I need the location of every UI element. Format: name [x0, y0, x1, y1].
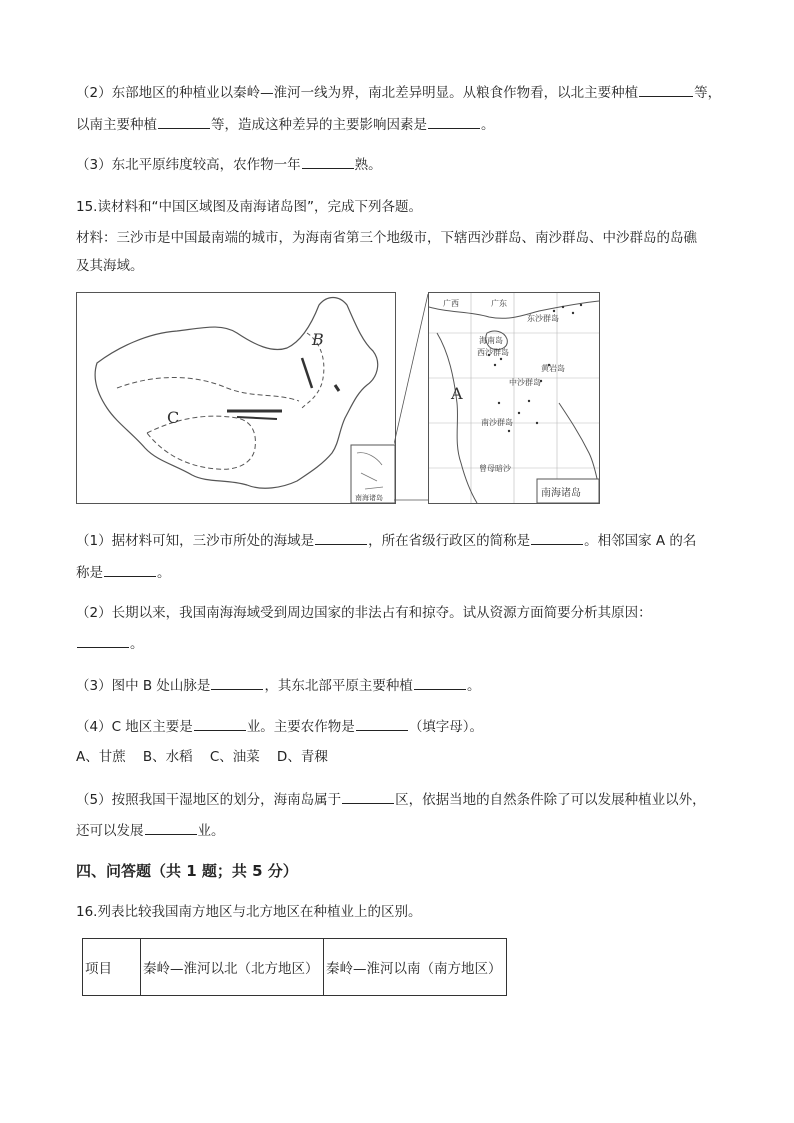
q15-sub5-text-d: 业。	[197, 823, 225, 839]
q15-material-line1: 材料：三沙市是中国最南端的城市，为海南省第三个地级市，下辖西沙群岛、南沙群岛、中沙群岛的岛礁	[76, 230, 697, 246]
answer-blank[interactable]	[194, 716, 246, 731]
label-hainan: 海南岛	[479, 336, 503, 345]
south-china-sea-map	[428, 292, 600, 504]
label-inset-title: 南海诸岛	[541, 488, 581, 499]
q16-title: 16.列表比较我国南方地区与北方地区在种植业上的区别。	[76, 904, 422, 920]
q14-part3-line	[76, 154, 382, 175]
china-region-map	[76, 292, 396, 504]
answer-blank[interactable]	[342, 789, 394, 804]
q15-sub1-text-b: ，所在省级行政区的简称是	[368, 533, 531, 549]
q15-sub2-line2	[76, 633, 144, 654]
q14-part2-text-b: 等，	[694, 85, 722, 101]
q15-sub3-line	[76, 675, 480, 696]
q14-part2-text-a: （2）东部地区的种植业以秦岭—淮河一线为界，南北差异明显。从粮食作物看，以北主要种植	[76, 85, 639, 101]
q15-sub1-text-e: 。	[157, 565, 171, 581]
q15-sub1-line2	[76, 562, 171, 583]
q15-sub1-text-c: 。相邻国家 A 的名	[584, 533, 697, 549]
q15-sub4-text-a: （4）C 地区主要是	[76, 719, 193, 735]
q15-sub5-line2	[76, 820, 225, 841]
q15-sub5-text-a: （5）按照我国干湿地区的划分，海南岛属于	[76, 792, 342, 808]
q15-material-line2: 及其海域。	[76, 258, 144, 274]
q14-part3-text-a: （3）东北平原纬度较高，农作物一年	[76, 157, 301, 173]
south-sea-graphic	[429, 293, 599, 503]
answer-blank[interactable]	[414, 675, 466, 690]
q15-sub4-text-c: （填字母）。	[408, 719, 484, 735]
label-zhongsha: 中沙群岛	[509, 378, 541, 387]
answer-blank[interactable]	[428, 114, 480, 129]
q14-part2-line2	[76, 114, 495, 135]
answer-blank[interactable]	[145, 820, 197, 835]
section-heading: 四、问答题（共 1 题；共 5 分）	[76, 862, 298, 880]
answer-blank[interactable]	[639, 82, 693, 97]
q14-part2-text-c: 以南主要种植	[76, 117, 157, 133]
answer-blank[interactable]	[77, 633, 129, 648]
label-huangyan: 黄岩岛	[541, 364, 565, 373]
china-outline-graphic	[77, 293, 395, 503]
answer-blank[interactable]	[211, 675, 263, 690]
answer-blank[interactable]	[356, 716, 408, 731]
q15-sub3-text-b: ，其东北部平原主要种植	[264, 678, 413, 694]
q15-sub3-text-c: 。	[466, 678, 481, 694]
q15-sub4-line	[76, 716, 483, 737]
q15-sub1-line1	[76, 530, 696, 551]
label-xisha: 西沙群岛	[477, 348, 509, 357]
q14-part2-text-e: 。	[481, 117, 495, 133]
q15-sub4-text-b: 业。主要农作物是	[246, 719, 355, 735]
comparison-table	[82, 938, 507, 996]
q15-sub5-line1	[76, 789, 706, 810]
q14-part2-text-d: 等，造成这种差异的主要影响因素是	[211, 117, 427, 133]
table-header-cell: 秦岭—淮河以北（北方地区）	[141, 939, 324, 996]
label-dongsha: 东沙群岛	[527, 314, 559, 323]
label-guangdong: 广东	[491, 299, 507, 308]
inset-connector	[394, 292, 430, 502]
answer-blank[interactable]	[302, 154, 354, 169]
q15-sub5-text-b: 区，依据当地的自然条件除了可以发展种植业以外，	[395, 792, 706, 808]
map-inset-label: 南海诸岛	[355, 494, 383, 502]
table-row	[83, 939, 507, 996]
map-label-c: C	[167, 408, 180, 427]
q15-sub2-line1: （2）长期以来，我国南海海域受到周边国家的非法占有和掠夺。试从资源方面简要分析其原因：	[76, 605, 652, 621]
q15-sub1-text-a: （1）据材料可知，三沙市所处的海域是	[76, 533, 315, 549]
answer-blank[interactable]	[104, 562, 156, 577]
answer-blank[interactable]	[315, 530, 367, 545]
label-guangxi: 广西	[443, 299, 459, 308]
q15-sub2-text-b: 。	[130, 636, 144, 652]
label-zengmu: 曾母暗沙	[479, 464, 511, 473]
q15-sub5-text-c: 还可以发展	[76, 823, 144, 839]
q15-title: 15.读材料和“中国区域图及南海诸岛图”，完成下列各题。	[76, 199, 422, 215]
table-header-cell: 秦岭—淮河以南（南方地区）	[324, 939, 507, 996]
answer-blank[interactable]	[158, 114, 210, 129]
q15-sub3-text-a: （3）图中 B 处山脉是	[76, 678, 211, 694]
table-header-cell: 项目	[83, 939, 141, 996]
answer-blank[interactable]	[531, 530, 583, 545]
map-label-b: B	[312, 330, 324, 349]
q15-sub4-options: A、甘蔗 B、水稻 C、油菜 D、青稞	[76, 749, 328, 765]
q15-sub1-text-d: 称是	[76, 565, 103, 581]
q14-part2-line1	[76, 82, 721, 103]
label-a: A	[451, 384, 463, 403]
label-nansha: 南沙群岛	[481, 418, 513, 427]
q14-part3-text-b: 熟。	[354, 157, 382, 173]
